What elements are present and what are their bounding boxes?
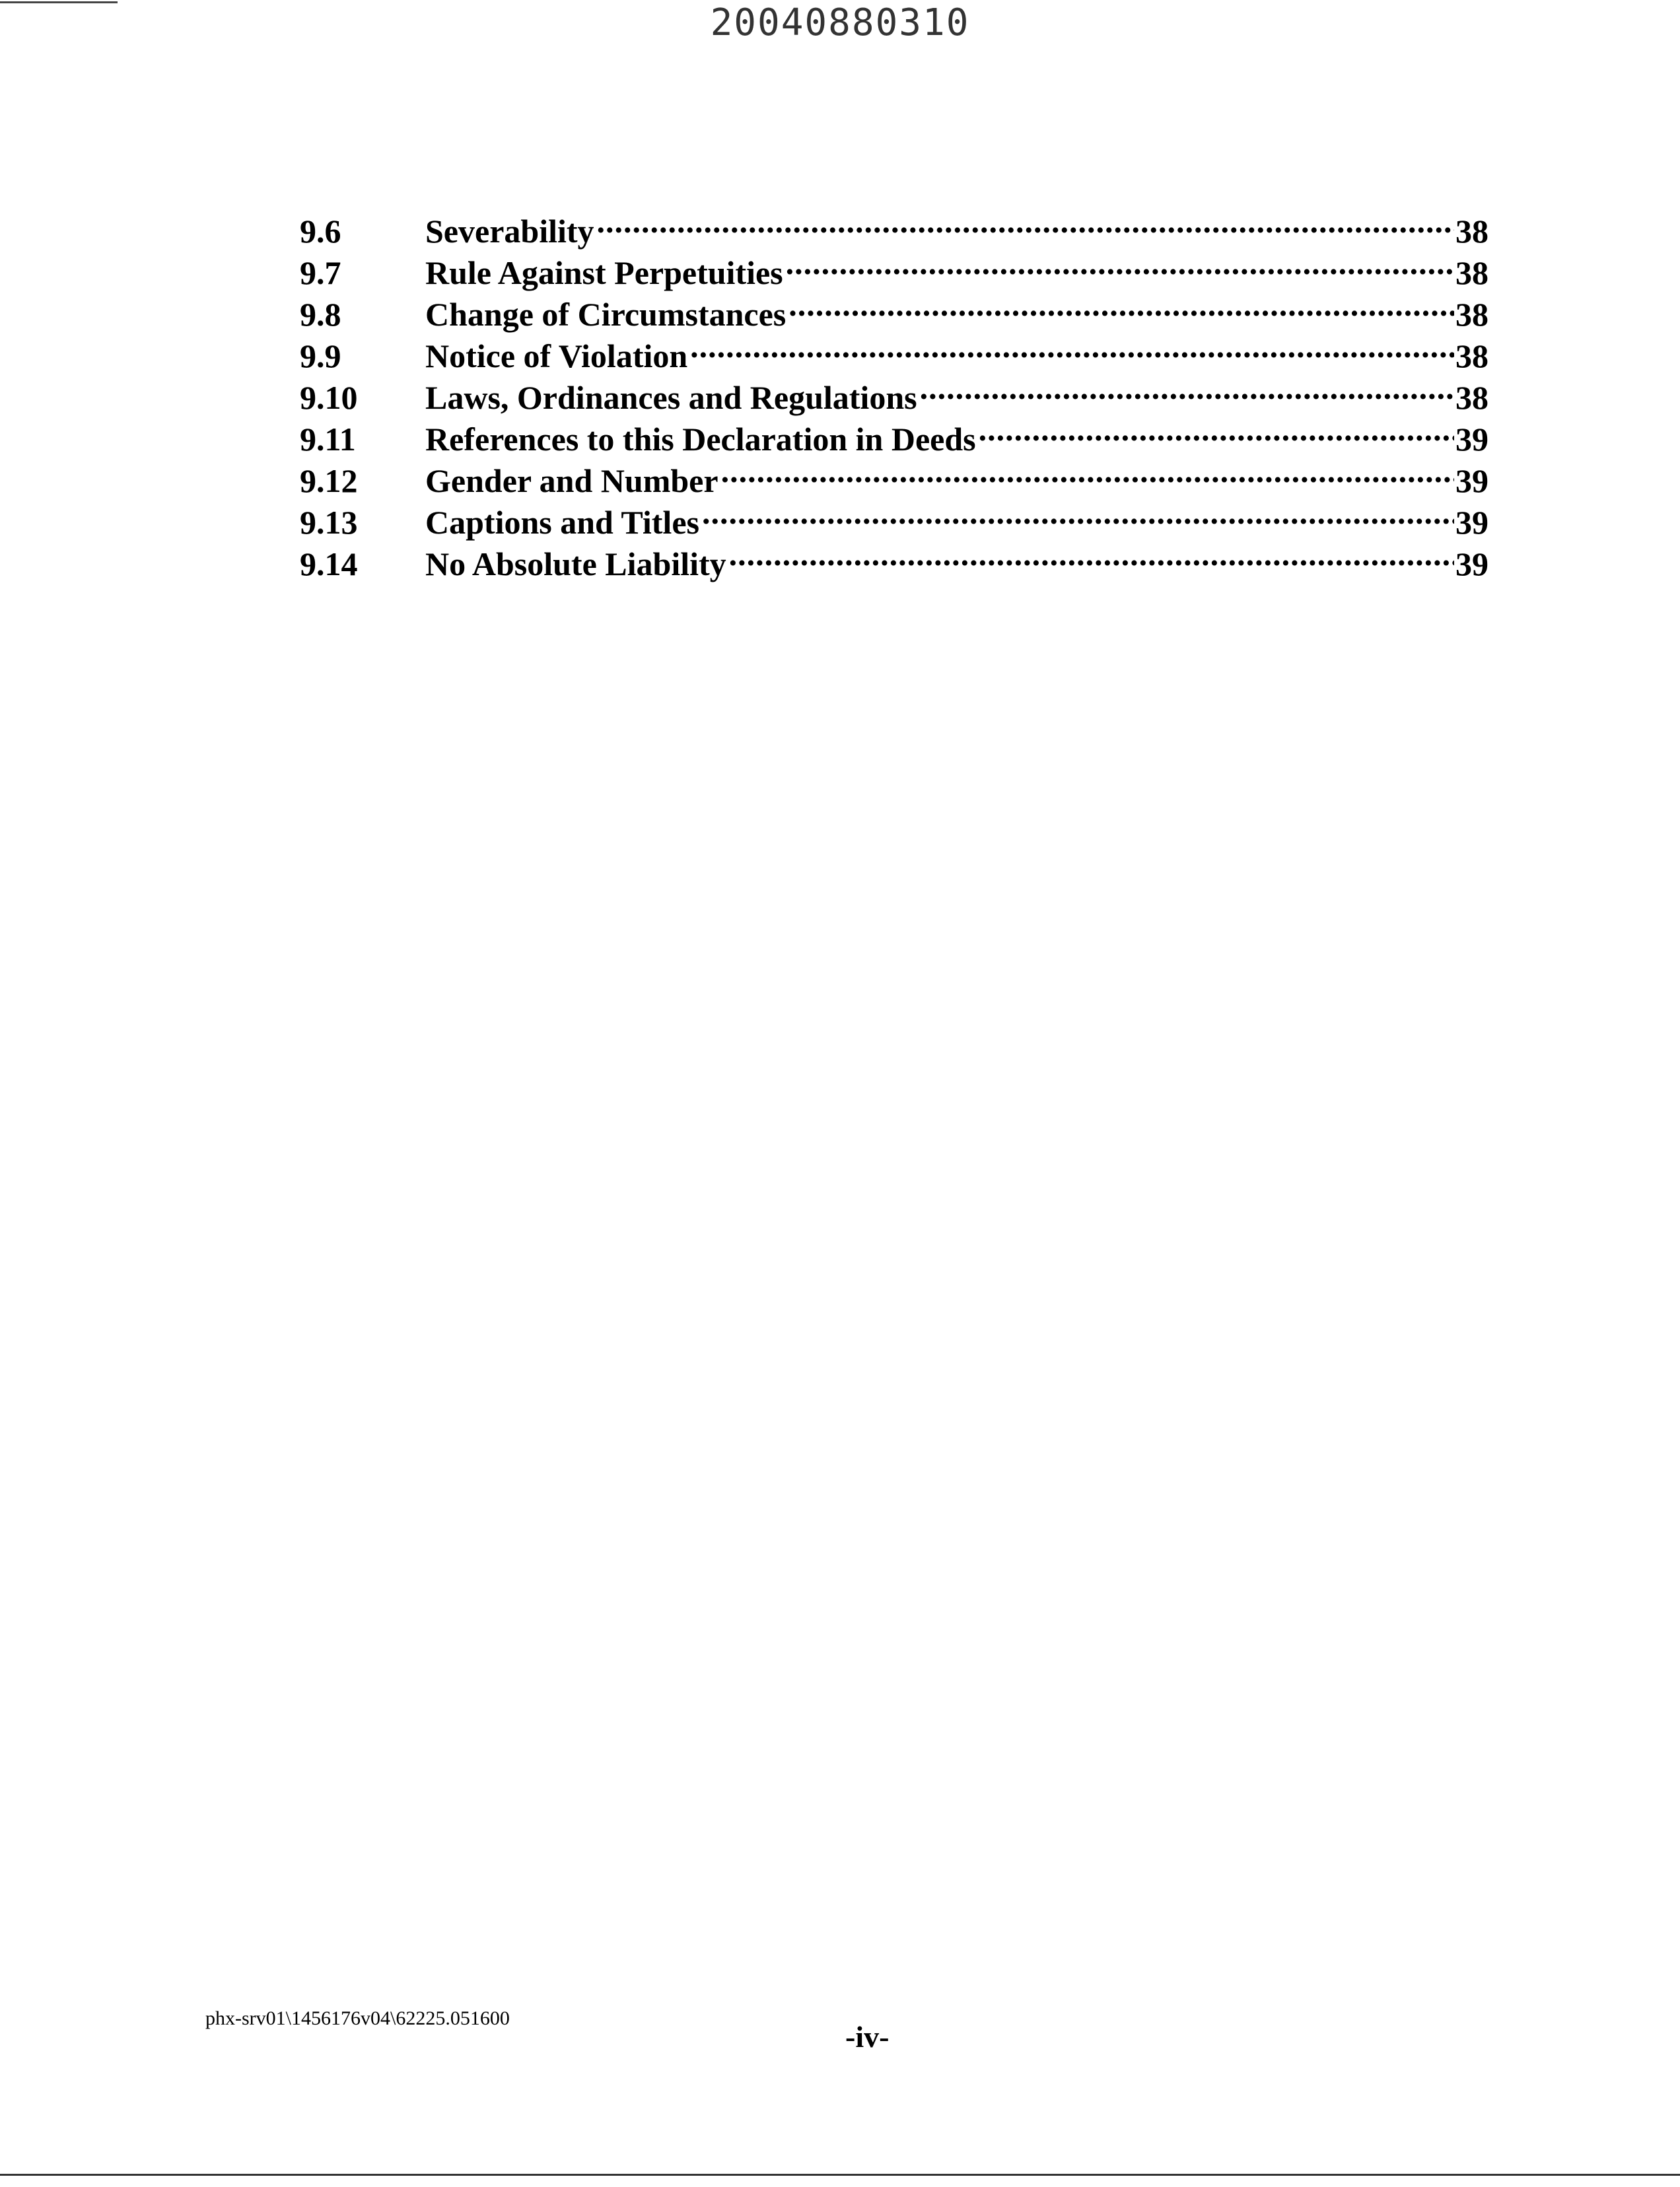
toc-entry-number: 9.12 [300, 462, 358, 499]
toc-dot-leader [976, 409, 1454, 450]
toc-dot-leader [699, 492, 1454, 534]
toc-dot-leader [594, 201, 1454, 242]
toc-entry [300, 450, 1488, 499]
toc-entry-title: Laws, Ordinances and Regulations [425, 379, 917, 416]
toc-entry [300, 367, 1488, 416]
bottom-rule [0, 2174, 1680, 2176]
toc-entry [300, 534, 1488, 582]
toc-entry-page: 38 [1455, 296, 1488, 333]
toc-entry [300, 201, 1488, 250]
toc-entry-number: 9.11 [300, 421, 356, 458]
toc-entry-title: Severability [425, 213, 594, 250]
toc-entry-page: 39 [1455, 545, 1488, 582]
toc-entry-number: 9.14 [300, 545, 358, 582]
toc-dot-leader [786, 284, 1454, 326]
toc-dot-leader [718, 450, 1454, 492]
toc-dot-leader [726, 534, 1454, 575]
toc-entry-page: 38 [1455, 213, 1488, 250]
toc-entry-title: Captions and Titles [425, 504, 699, 541]
toc-entry-number: 9.10 [300, 379, 358, 416]
toc-entry [300, 409, 1488, 458]
toc-dot-leader [783, 242, 1454, 284]
toc-entry-title: Notice of Violation [425, 337, 688, 374]
toc-entry [300, 242, 1488, 291]
footer-file-reference: phx-srv01\1456176v04\62225.051600 [205, 2007, 510, 2029]
toc-entry-title: No Absolute Liability [425, 545, 726, 582]
toc-entry-number: 9.6 [300, 213, 341, 250]
toc-entry [300, 284, 1488, 333]
toc-entry-title: Gender and Number [425, 462, 718, 499]
toc-entry-page: 39 [1455, 421, 1488, 458]
toc-entry-title: References to this Declaration in Deeds [425, 421, 976, 458]
toc-entry-number: 9.9 [300, 337, 341, 374]
toc-entry-page: 38 [1455, 379, 1488, 416]
toc-entry-title: Change of Circumstances [425, 296, 787, 333]
toc-entry-page: 38 [1455, 337, 1488, 374]
toc-dot-leader [917, 367, 1454, 409]
toc-dot-leader [687, 326, 1454, 367]
toc-entry [300, 326, 1488, 374]
toc-entry [300, 492, 1488, 541]
toc-entry-title: Rule Against Perpetuities [425, 254, 783, 291]
toc-entry-page: 39 [1455, 504, 1488, 541]
document-number: 20040880310 [710, 1, 970, 44]
toc-entry-number: 9.7 [300, 254, 341, 291]
toc-entry-page: 39 [1455, 462, 1488, 499]
footer-page-number: -iv- [845, 2020, 890, 2054]
table-of-contents [300, 201, 1488, 582]
toc-entry-number: 9.8 [300, 296, 341, 333]
toc-entry-page: 38 [1455, 254, 1488, 291]
toc-entry-number: 9.13 [300, 504, 358, 541]
